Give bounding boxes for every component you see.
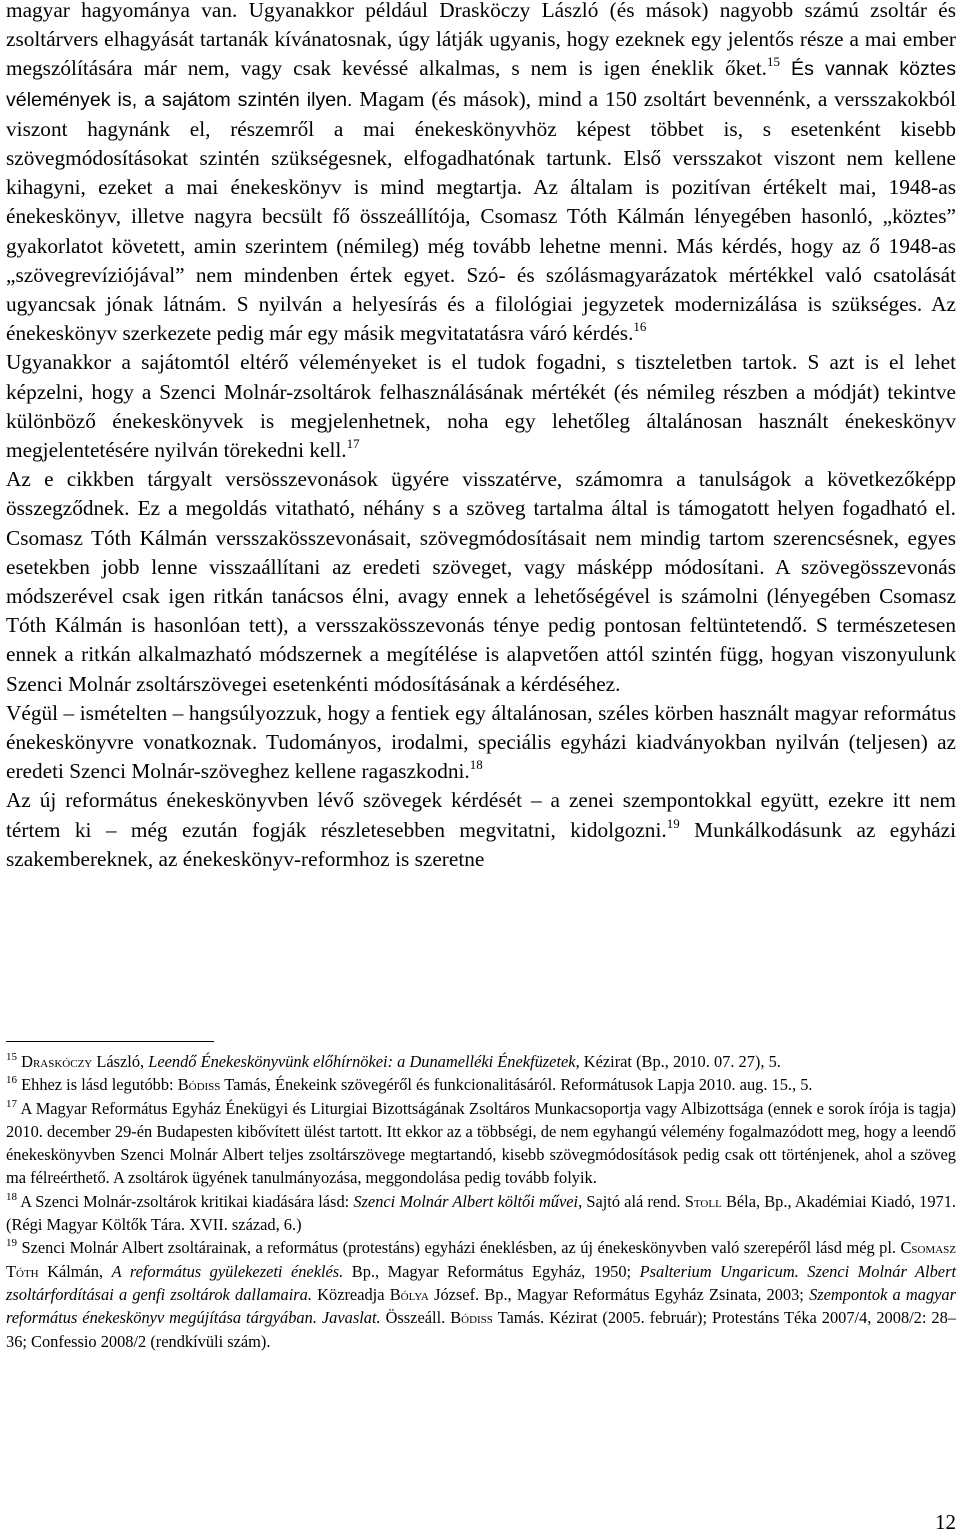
footnote-ref-19: 19: [666, 815, 680, 831]
footnote-text: , Kézirat (Bp., 2010. 07. 27), 5.: [575, 1052, 781, 1071]
footnote-title: Szempontok a magyar református énekeskönyv megújítása tárgyában. Javaslat.: [6, 1284, 957, 1328]
footnote-author: Bólya: [389, 1284, 429, 1304]
footnote-ref-18: 18: [469, 757, 483, 773]
footnote-17: [6, 1097, 956, 1190]
paragraph-2-text: Ugyanakkor a sajátomtól eltérő véleményeket is el tudok fogadni, s tiszteletben tartok. S azt is el lehet képzelni, hogy a Szenci Molnár-zsoltárok felhasználásának mértékét (és némileg részben a módját) tekintve különböző énekeskönyvek is megjelenhetnek, noha egy lehetőleg általánosan használt énekeskönyv megjelentetésére nyilván törekedni kell.: [6, 350, 956, 463]
footnote-text: Szenci Molnár Albert zsoltárainak, a református (protestáns) egyházi éneklésben, az új énekeskönyvben való szerepéről lásd még pl.: [21, 1238, 901, 1258]
footnote-16: [6, 1073, 956, 1096]
paragraph-5-text-a: Az új református énekeskönyvben lévő szövegek kérdését – a zenei szempontokkal együtt, ezekre itt nem tértem ki – még ezután fogják részletesebben megvitatni, kidolgozni.: [6, 788, 956, 842]
footnote-ref-15: 15: [766, 54, 780, 70]
footnote-ref-16: 16: [633, 319, 647, 335]
paragraph-1-text-c: Magam (és mások), mind a 150 zsoltárt bevennénk, a versszakokból viszont hagynánk el, részemről a mai énekeskönyvhöz képest többet is, s esetenként kisebb szövegmódosításokat szintén szükségesnek, elfogadhatónak tartunk. Első versszakot viszont nem kellene kihagyni, ezeket a mai énekeskönyv is mind megtartja. Az általam is pozitívan értékelt mai, 1948-as énekeskönyv, illetve nagyra becsült fő összeállítója, Csomasz Tóth Kálmán lényegében hasonló, „köztes” gyakorlatot követett, amin szerintem (némileg) még tovább lehetne menni. Más kérdés, hogy az ő 1948-as „szövegrevíziójával” nem mindenben értek egyet. Szó- és szólásmagyarázatok mértékkel való csatolását ugyancsak jónak látnám. S nyilván a helyesírás és a filológiai jegyzetek modernizálása is szükséges. Az énekeskönyv szerkezete pedig már egy másik megvitatatásra váró kérdés.: [6, 86, 956, 346]
footnote-separator: [6, 1041, 214, 1042]
footnote-title: Szenci Molnár Albert költői művei: [353, 1191, 579, 1211]
paragraph-4: [6, 699, 956, 787]
paragraph-1-text-b: És vannak köztes vélemények is, a sajátom szintén ilyen.: [6, 58, 956, 111]
paragraph-1-text-a: magyar hagyománya van. Ugyanakkor például Drasköczy László (és mások) nagyobb számú zsoltár és zsoltárvers elhagyását tartanák kívánatosnak, úgy látják ugyanis, hogy ezeknek egy jelentős része a mai ember megszólítására már nem, vagy csak kevéssé alkalmas, s nem is igen éneklik őket.: [6, 0, 956, 81]
paragraph-1: [6, 0, 956, 348]
footnote-19: [6, 1236, 956, 1352]
paragraph-5: [6, 786, 956, 874]
footnote-title: Leendő Énekeskönyvünk előhírnökei: a Dunamelléki Énekfüzetek: [148, 1052, 576, 1071]
footnote-number: 17: [6, 1097, 17, 1110]
footnote-text: Béla, Bp., Akadémiai Kiadó, 1971. (Régi Magyar Költők Tára. XVII. század, 6.): [6, 1191, 957, 1235]
footnote-author: Draskóczy: [21, 1052, 93, 1071]
footnote-text: A Magyar Református Egyház Énekügyi és Liturgiai Bizottságának Zsoltáros Munkacsoportja vagy Albizottsága (ennek e sorok írója is tagja) 2010. december 29-én Budapesten kibővített ülést tartott. Itt ekkor az a többségi, de nem egyhangú vélemény fogalmazódott meg, hogy a leendő énekeskönyvben Szenci Molnár Albert teljes zsoltárszövege megtartandó, kisebb szövegmódosítások pedig csak ott történjenek, ahol a szöveg ma félreérthető. A zsoltárok ügyének tanulmányozása, meggondolása pedig tovább folyik.: [6, 1098, 956, 1188]
footnote-text: Közreadja: [311, 1284, 390, 1304]
main-text: [6, 0, 956, 874]
footnotes: [6, 1050, 956, 1353]
footnote-text: Tamás, Énekeink szövegéről és funkcionalitásáról. Reformátusok Lapja 2010. aug. 15., 5.: [220, 1075, 813, 1095]
footnote-author: Csomasz Tóth: [6, 1238, 956, 1281]
footnote-text: Ehhez is lásd legutóbb:: [21, 1075, 178, 1095]
footnote-number: 19: [6, 1237, 17, 1250]
paragraph-3-text: Az e cikkben tárgyalt versösszevonások ügyére visszatérve, számomra a tanulságok a következőképp összegződnek. Ez a megoldás vitatható, néhány s a szöveg tartalma által is támogatott helyen fogadható el. Csomasz Tóth Kálmán versszakösszevonásait, szövegmódosításait nem mindig tartom szerencsésnek, egyes esetekben jobb lenne visszaállítani az eredeti szöveget, vagy másképp módosítani. A szövegösszevonás módszerével csak igen ritkán tanácsos élni, avagy ennek a lehetőségével is számolni (lényegében Csomasz Tóth Kálmán is hasonlóan tett), a versszakösszevonás ténye pedig pontosan feltüntetendő. S természetesen ennek a ritkán alkalmazható módszernek a megítélése is alapvetően attól szintén függ, hogyan viszonyulunk Szenci Molnár zsoltárszövegei esetenkénti módosításának a kérdéséhez.: [6, 467, 956, 696]
footnote-15: [6, 1050, 956, 1073]
paragraph-4-text: Végül – ismételten – hangsúlyozzuk, hogy a fentiek egy általánosan, széles körben használt magyar református énekeskönyvre vonatkoznak. Tudományos, irodalmi, speciális egyházi kiadványokban nyilván (teljesen) az eredeti Szenci Molnár-szöveghez kellene ragaszkodni.: [6, 700, 956, 784]
footnote-number: 16: [6, 1074, 17, 1087]
footnote-text: Összeáll.: [380, 1308, 451, 1328]
paragraph-5-text-b: Munkálkodásunk az egyházi szakembereknek, az énekeskönyv-reformhoz is szeretne: [6, 817, 957, 871]
footnote-number: 18: [6, 1190, 17, 1203]
footnote-text: Kálmán,: [38, 1261, 112, 1281]
footnote-author: Bódiss: [177, 1075, 221, 1095]
page-number: 12: [935, 1510, 956, 1534]
footnote-text: Bp., Magyar Református Egyház, 1950;: [343, 1261, 640, 1281]
paragraph-2: [6, 348, 956, 465]
footnote-text: József. Bp., Magyar Református Egyház Zsinata, 2003;: [428, 1284, 810, 1304]
footnote-text: , Sajtó alá rend.: [578, 1191, 685, 1211]
footnote-title: Psalterium Ungaricum. Szenci Molnár Albert zsoltárfordításai a genfi zsoltárok dallamaira.: [6, 1261, 956, 1304]
footnote-18: [6, 1190, 956, 1237]
footnote-editor: Stoll: [684, 1191, 722, 1211]
footnote-title: A református gyülekezeti éneklés.: [111, 1261, 344, 1281]
footnote-text: László,: [92, 1052, 149, 1071]
footnote-author: Bódiss: [450, 1308, 493, 1328]
page: [6, 0, 957, 1351]
footnote-text: A Szenci Molnár-zsoltárok kritikai kiadására lásd:: [20, 1191, 354, 1211]
footnote-ref-17: 17: [346, 436, 360, 452]
footnote-number: 15: [6, 1051, 17, 1063]
footnote-text: Tamás. Kézirat (2005. február); Protestáns Téka 2007/4, 2008/2: 28–36; Confessio 2008/2 (rendkívüli szám).: [6, 1308, 956, 1351]
paragraph-3: [6, 465, 956, 699]
